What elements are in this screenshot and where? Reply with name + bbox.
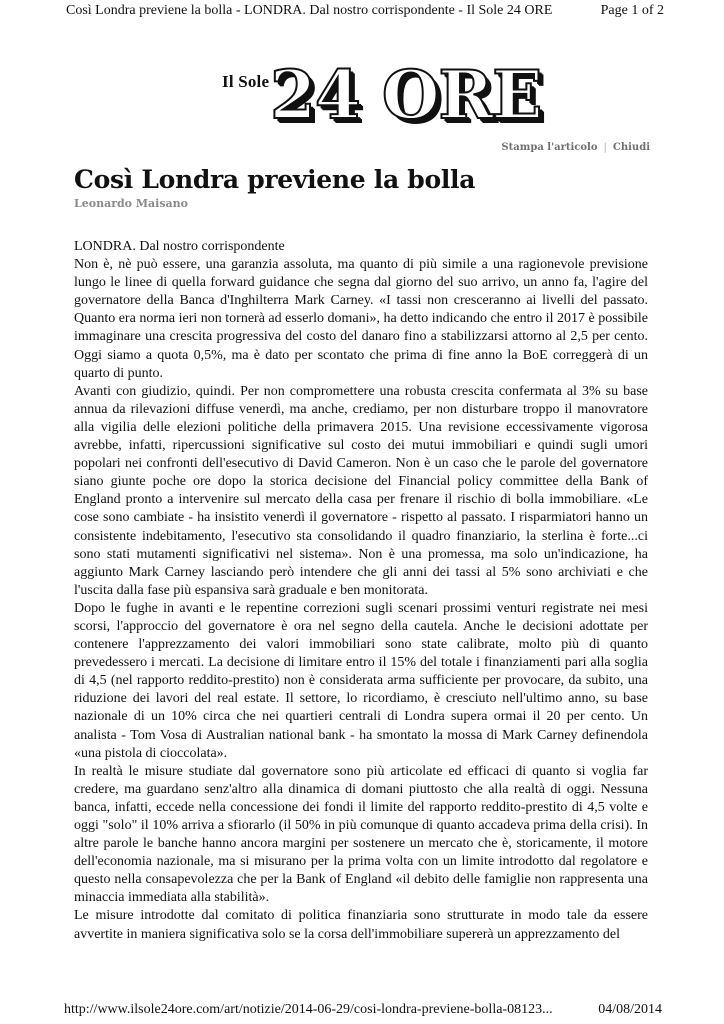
print-header (0, 0, 724, 22)
print-page-number: Page 1 of 2 (600, 3, 664, 18)
logo-24-ore-text: 24 ORE (270, 56, 542, 134)
article-paragraph: Dopo le fughe in avanti e le repentine correzioni sugli scenari prossimi venturi registrate nei mesi scorsi, l'approccio del governatore è ora nel segno della cautela. Anche le decisioni adottate per contenere l'apprezzamento dei valori immobiliari sono state calibrate, molto più di quanto prevedessero i mercati. La decisione di limitare entro il 15% del totale i finanziamenti pari alla soglia di 4,5 (nel rapporto reddito-prestito) non è considerata arma sufficiente per provocare, da subito, una riduzione dei lavori del real estate. Il settore, lo ricordiamo, è cresciuto nell'ultimo anno, su base nazionale di un 10% circa che nei quartieri centrali di Londra supera ormai il 20 per cento. Un analista - Tom Vosa di Australian national bank - ha smontato la mossa di Mark Carney definendola «una pistola di cioccolata». (74, 600, 648, 761)
close-link[interactable]: Chiudi (612, 142, 650, 153)
logo-il-sole-text: Il Sole (222, 72, 270, 91)
print-footer-date: 04/08/2014 (598, 1002, 662, 1017)
print-header-title: Così Londra previene la bolla - LONDRA. Dal nostro corrispondente - Il Sole 24 ORE (66, 3, 553, 18)
il-sole-24-ore-logo (222, 56, 542, 134)
tools-separator: | (603, 142, 607, 153)
print-footer-url: http://www.ilsole24ore.com/art/notizie/2014-06-29/cosi-londra-previene-bolla-08123... (64, 1002, 553, 1017)
article-tools (501, 142, 650, 153)
article-author: Leonardo Maisano (74, 197, 188, 210)
print-footer (0, 998, 724, 1022)
article-body (74, 238, 648, 944)
article-paragraph: In realtà le misure studiate dal governatore sono più articolate ed efficaci di quanto si voglia far credere, ma guardano senz'altro alla dinamica di domani piuttosto che alla realtà di oggi. Nessuna banca, infatti, eccede nella concessione dei fondi il limite del rapporto reddito-prestito di 4,5 volte e oggi "solo" il 10% arriva a sfiorarlo (il 50% in più comunque di quanto accadeva prima della crisi). In altre parole le banche hanno ancora margini per sostenere un mercato che è, storicamente, il motore dell'economia nazionale, ma si misurano per la prima volta con un limite introdotto dal regolatore e questo nella consapevolezza che per la Bank of England «il debito delle famiglie non rappresenta una minaccia immediata alla stabilità». (74, 763, 648, 906)
print-article-link[interactable]: Stampa l'articolo (501, 142, 598, 153)
article-dateline: LONDRA. Dal nostro corrispondente (74, 239, 285, 254)
article-title: Così Londra previene la bolla (74, 165, 476, 194)
article-paragraph: Non è, nè può essere, una garanzia assoluta, ma quanto di più simile a una ragionevole previsione lungo le linee di quella forward guidance che segna dal giorno del suo arrivo, un anno fa, l'agire del governatore della Banca d'Inghilterra Mark Carney. «I tassi non cresceranno ai livelli del passato. Quanto era norma ieri non tornerà ad esserlo domani», ha detto indicando che entro il 2017 è possibile immaginare una crescita progressiva del costo del danaro fino a stabilizzarsi attorno al 2,5 per cento. Oggi siamo a quota 0,5%, ma è dato per scontato che prima di fine anno la BoE correggerà di un quarto di punto. (74, 257, 648, 381)
article-paragraph: Avanti con giudizio, quindi. Per non compromettere una robusta crescita confermata al 3% su base annua da rilevazioni diffuse venerdì, ma anche, crediamo, per non disturbare troppo il manovratore alla vigilia delle elezioni politiche della primavera 2015. Una revisione eccessivamente vigorosa avrebbe, infatti, ripercussioni significative sul costo dei mutui immobiliari e quindi sugli umori popolari nei confronti dell'esecutivo di David Cameron. Non è un caso che le parole del governatore siano giunte poche ore dopo la storica decisione del Financial policy committee della Bank of England pronto a intervenire sul mercato della casa per frenare il rischio di bolla immobiliare. «Le cose sono cambiate - ha insistito venerdì il governatore - rispetto al passato. I risparmiatori hanno un consistente indebitamento, l'esecutivo sta consolidando il quadro finanziario, la sterlina è forte...ci sono stati mutamenti significativi nel sistema». Non è una promessa, ma solo un'indicazione, ha aggiunto Mark Carney lasciando però intendere che gli anni dei tassi al 5% sono archiviati e che l'uscita dalla fase più espansiva sarà graduale e ben monitorata. (74, 383, 648, 598)
article-paragraph: Le misure introdotte dal comitato di politica finanziaria sono strutturate in modo tale da essere avvertite in maniera significativa solo se la corsa dell'immobiliare supererà un apprezzamento del (74, 908, 648, 942)
